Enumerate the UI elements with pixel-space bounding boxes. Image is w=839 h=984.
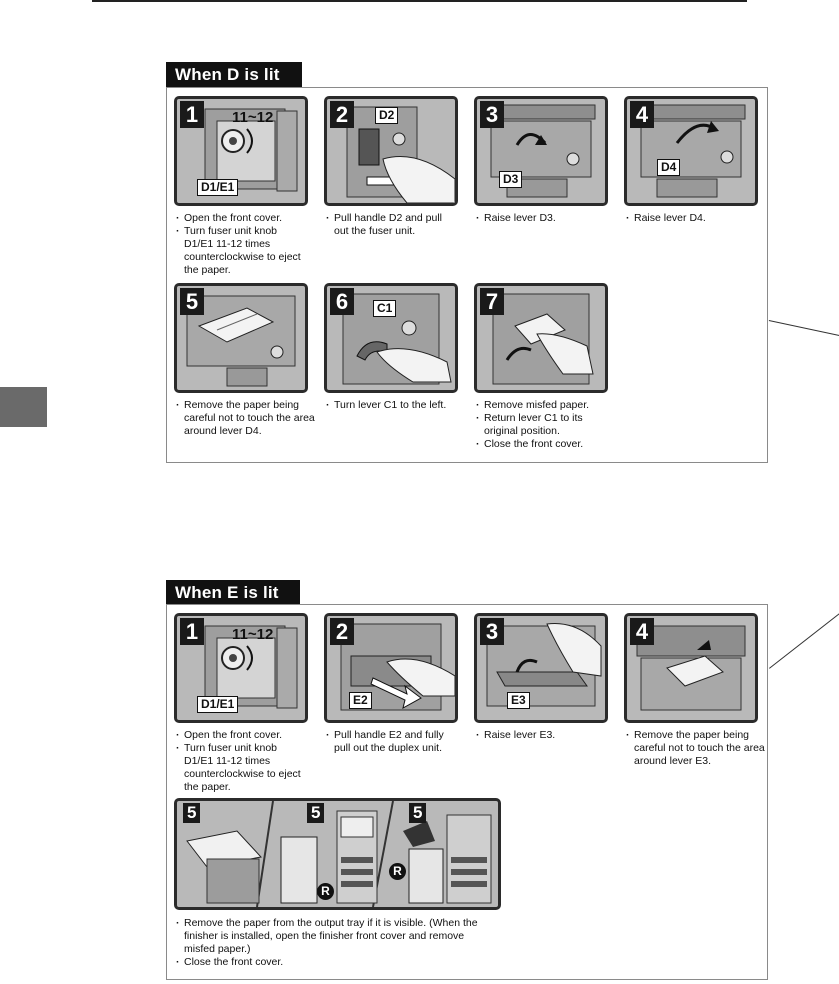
step-number: 4 xyxy=(630,101,654,128)
captions-d7 xyxy=(474,399,624,451)
caption: · Open the front cover. xyxy=(174,212,324,225)
step-number: 1 xyxy=(180,101,204,128)
step-number: 1 xyxy=(180,618,204,645)
caption: · Turn fuser unit knob D1/E1 11-12 times counterclockwise to eject the paper. xyxy=(174,225,302,277)
captions-e5 xyxy=(174,917,494,969)
caption: · Pull handle D2 and pull out the fuser unit. xyxy=(324,212,454,238)
caption: · Return lever C1 to its original position. xyxy=(474,412,609,438)
illustration-d4 xyxy=(624,96,758,206)
illustration-e1 xyxy=(174,613,308,723)
caption: · Remove the paper being careful not to touch the area around lever D4. xyxy=(174,399,319,438)
step-number: 7 xyxy=(480,288,504,315)
illustration-d7 xyxy=(474,283,608,393)
callout-d2: D2 xyxy=(375,107,398,124)
caption: · Remove the paper being careful not to touch the area around lever E3. xyxy=(624,729,776,768)
captions-e2 xyxy=(324,729,474,755)
captions-d4 xyxy=(624,212,774,225)
illustration-d3 xyxy=(474,96,608,206)
illustration-e2 xyxy=(324,613,458,723)
section-title-d: When D is lit xyxy=(166,62,302,87)
callout-c1: C1 xyxy=(373,300,396,317)
r-badge: R xyxy=(389,863,406,880)
callout-d1e1: D1/E1 xyxy=(197,696,238,713)
caption: · Remove the paper from the output tray if it is visible. (When the finisher is installed, open the finisher front cover and remove misfed paper.) xyxy=(174,917,484,956)
step-number: 5 xyxy=(409,803,426,823)
illustration-d2 xyxy=(324,96,458,206)
caption: · Open the front cover. xyxy=(174,729,324,742)
callout-d4: D4 xyxy=(657,159,680,176)
captions-e3 xyxy=(474,729,624,742)
step-number: 2 xyxy=(330,618,354,645)
step-number: 3 xyxy=(480,101,504,128)
captions-d2 xyxy=(324,212,474,238)
caption: · Turn lever C1 to the left. xyxy=(324,399,454,412)
callout-e2: E2 xyxy=(349,692,372,709)
illustration-d1 xyxy=(174,96,308,206)
illustration-e5 xyxy=(174,798,501,910)
step-number: 5 xyxy=(307,803,324,823)
step-number: 2 xyxy=(330,101,354,128)
illustration-e4 xyxy=(624,613,758,723)
step-number: 5 xyxy=(183,803,200,823)
captions-e4 xyxy=(624,729,774,768)
captions-d5 xyxy=(174,399,324,438)
caption: · Close the front cover. xyxy=(474,438,624,451)
caption: · Raise lever D4. xyxy=(624,212,774,225)
step-number: 4 xyxy=(630,618,654,645)
illustration-d5 xyxy=(174,283,308,393)
step-number: 6 xyxy=(330,288,354,315)
caption: · Pull handle E2 and fully pull out the duplex unit. xyxy=(324,729,449,755)
section-d-panel xyxy=(166,87,768,463)
leader-line-e xyxy=(769,613,839,669)
caption: · Raise lever E3. xyxy=(474,729,624,742)
caption: · Close the front cover. xyxy=(174,956,494,969)
r-badge: R xyxy=(317,883,334,900)
captions-e1 xyxy=(174,729,324,794)
captions-d6 xyxy=(324,399,474,412)
leader-line-d xyxy=(769,320,839,336)
callout-d3: D3 xyxy=(499,171,522,188)
illustration-e3 xyxy=(474,613,608,723)
section-title-e: When E is lit xyxy=(166,580,300,605)
caption: · Raise lever D3. xyxy=(474,212,624,225)
callout-e3: E3 xyxy=(507,692,530,709)
header-rule xyxy=(92,0,747,2)
caption: · Remove misfed paper. xyxy=(474,399,624,412)
callout-turns: 11~12 xyxy=(232,109,274,126)
captions-d3 xyxy=(474,212,624,225)
illustration-d6 xyxy=(324,283,458,393)
chapter-tab xyxy=(0,387,47,427)
step-number: 5 xyxy=(180,288,204,315)
step-number: 3 xyxy=(480,618,504,645)
callout-turns: 11~12 xyxy=(232,626,274,643)
captions-d1 xyxy=(174,212,324,277)
caption: · Turn fuser unit knob D1/E1 11-12 times counterclockwise to eject the paper. xyxy=(174,742,302,794)
callout-d1e1: D1/E1 xyxy=(197,179,238,196)
section-e-panel xyxy=(166,604,768,980)
